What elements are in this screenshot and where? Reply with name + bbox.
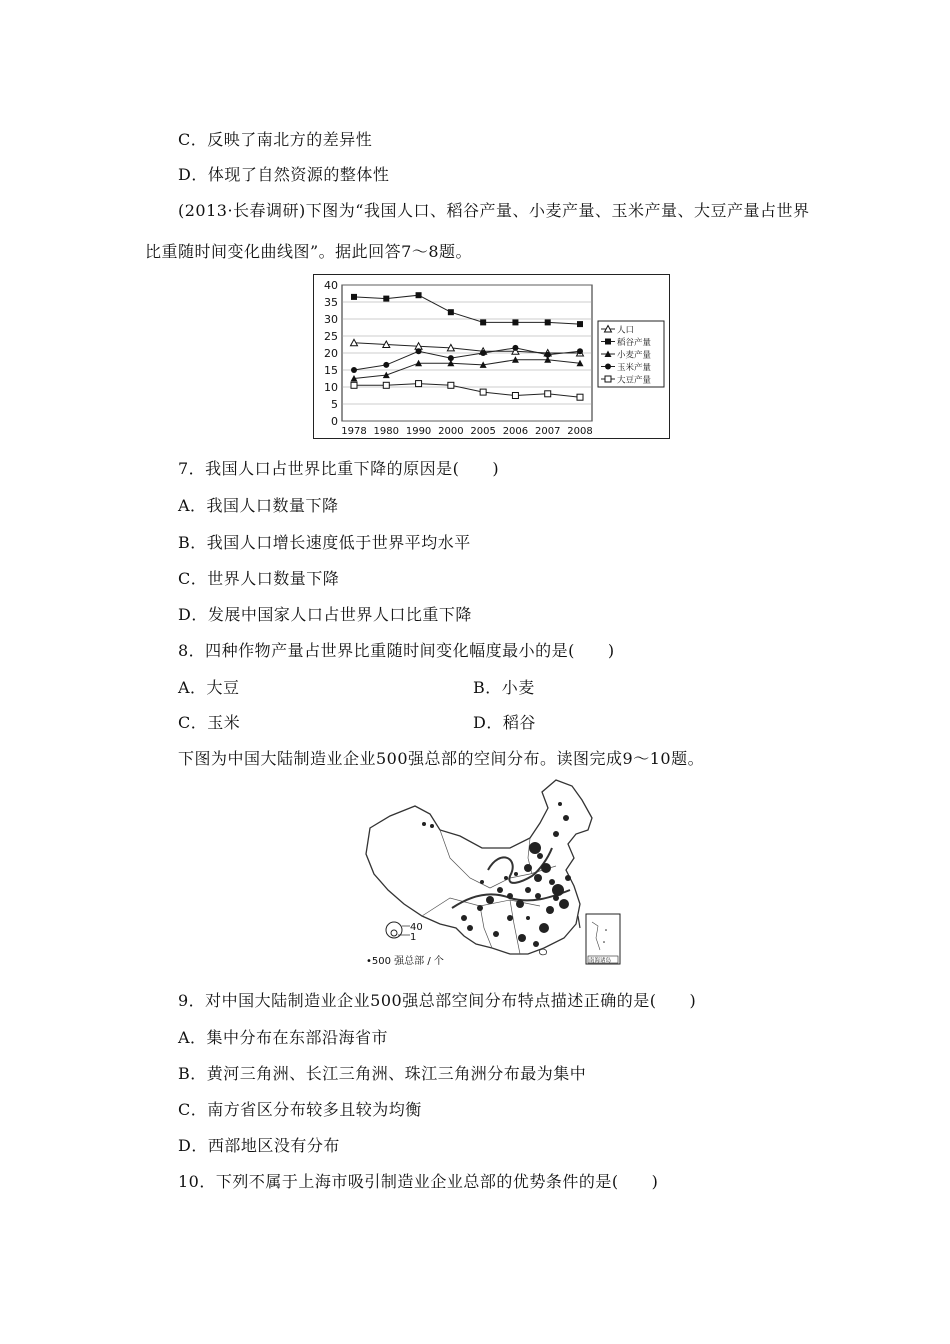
legend-40: 40 [410,922,423,933]
data-point [605,364,611,370]
question-8: 8．四种作物产量占世界比重随时间变化幅度最小的是( ) [178,641,615,660]
legend-caption: •500 强总部 / 个 [366,956,444,967]
legend-label: 人口 [617,325,635,336]
data-point [480,350,486,356]
data-point [383,372,390,379]
y-tick-label: 0 [331,415,338,428]
question-7: 7．我国人口占世界比重下降的原因是( ) [178,459,500,478]
data-point [416,348,422,354]
question-8-option-a: A．大豆 [178,678,240,697]
data-point [545,319,551,325]
question-9-option-d: D．西部地区没有分布 [178,1136,340,1155]
data-point [351,382,357,388]
data-point [480,319,486,325]
line-chart [313,274,670,439]
y-tick-label: 40 [324,279,338,292]
question-9-option-b: B．黄河三角洲、长江三角洲、珠江三角洲分布最为集中 [178,1064,587,1083]
legend-label: 玉米产量 [617,363,652,373]
data-point [577,348,583,354]
question-9: 9．对中国大陆制造业企业500强总部空间分布特点描述正确的是( ) [178,991,697,1010]
question-8-option-d: D．稻谷 [473,713,536,732]
question-10: 10．下列不属于上海市吸引制造业企业总部的优势条件的是( ) [178,1172,659,1191]
legend-1: 1 [410,932,417,943]
question-7-option-d: D．发展中国家人口占世界人口比重下降 [178,605,472,624]
data-point [448,382,454,388]
intro-chart-line1: (2013·长春调研)下图为“我国人口、稻谷产量、小麦产量、玉米产量、大豆产量占世界 [178,201,810,220]
y-tick-label: 25 [324,330,338,343]
y-tick-label: 35 [324,296,338,309]
data-point [545,391,551,397]
question-7-option-c: C．世界人口数量下降 [178,569,340,588]
question-9-option-c: C．南方省区分布较多且较为均衡 [178,1100,422,1119]
south-sea-inset [586,914,620,964]
data-point [383,362,389,368]
map-legend [366,922,444,967]
data-point [448,309,454,315]
data-point [448,355,454,361]
x-tick-label: 2007 [534,426,561,437]
y-tick-label: 15 [324,364,338,377]
x-tick-label: 1978 [341,426,367,437]
question-7-option-a: A．我国人口数量下降 [178,496,339,515]
data-point [605,376,611,382]
legend-label: 小麦产量 [617,350,652,361]
data-point [480,389,486,395]
option-d-previous: D．体现了自然资源的整体性 [178,165,390,184]
intro-map: 下图为中国大陆制造业企业500强总部的空间分布。读图完成9～10题。 [178,749,705,768]
x-tick-label: 2005 [470,426,496,437]
map-svg [360,778,650,970]
x-tick-label: 1980 [373,426,400,437]
question-8-option-b: B．小麦 [473,678,535,697]
x-tick-label: 2006 [502,426,529,437]
x-tick-label: 2008 [567,426,593,437]
data-point [383,382,389,388]
data-point [416,292,422,298]
question-7-option-b: B．我国人口增长速度低于世界平均水平 [178,533,471,552]
inset-label: 南海诸岛 [589,958,612,964]
legend-label: 稻谷产量 [617,338,652,348]
data-point [545,352,551,358]
intro-chart-line2: 比重随时间变化曲线图”。据此回答7～8题。 [145,242,473,261]
data-point [512,393,518,399]
data-point [416,381,422,387]
y-tick-label: 5 [331,398,338,411]
question-8-option-c: C．玉米 [178,713,241,732]
legend-label: 大豆产量 [617,375,652,386]
option-c-previous: C．反映了南北方的差异性 [178,130,373,149]
data-point [605,339,611,345]
data-point [351,367,357,373]
data-point [383,296,389,302]
china-outline [366,780,592,954]
data-point [512,345,518,351]
x-tick-label: 2000 [438,426,464,437]
china-map [360,778,650,970]
data-point [577,321,583,327]
x-tick-label: 1990 [405,426,432,437]
y-tick-label: 20 [324,347,338,360]
y-tick-label: 30 [324,313,338,326]
data-point [351,294,357,300]
y-tick-label: 10 [324,381,338,394]
data-point [577,394,583,400]
data-point [512,319,518,325]
question-9-option-a: A．集中分布在东部沿海省市 [178,1028,389,1047]
chart-svg [314,275,669,438]
